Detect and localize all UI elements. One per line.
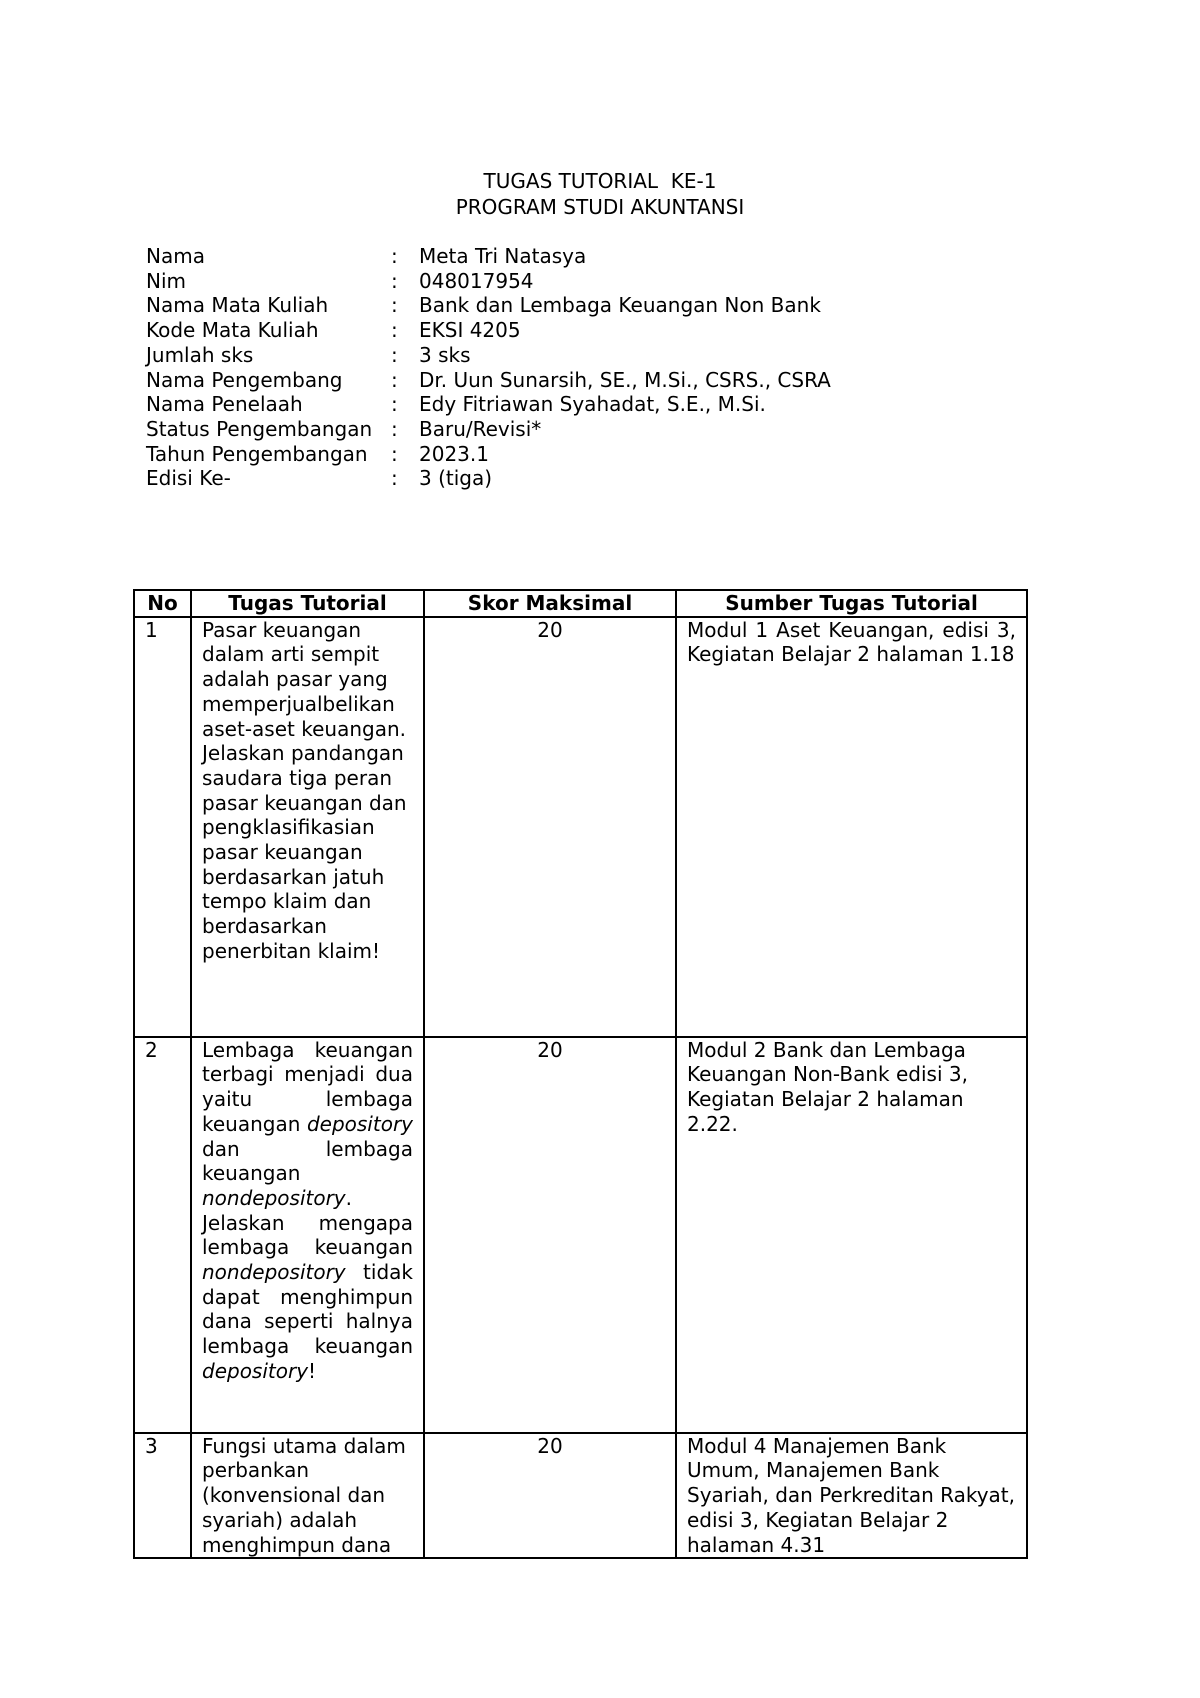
info-value: Meta Tri Natasya [419, 244, 587, 268]
info-label: Status Pengembangan [146, 416, 373, 441]
task-source: Modul 4 Manajemen Bank Umum, Manajemen Bank Syariah, dan Perkreditan Rakyat, edisi 3, Kegiatan Belajar 2 halaman 4.31 [676, 1433, 1027, 1559]
row-number: 2 [134, 1037, 191, 1433]
info-value: EKSI 4205 [419, 318, 521, 343]
info-value: Dr. Uun Sunarsih, SE., M.Si., CSRS., CSRA [419, 367, 831, 392]
info-value: 3 sks [419, 342, 471, 367]
task-text-italic: nondepository [202, 1185, 346, 1210]
table-row [134, 617, 1027, 1037]
info-row [146, 466, 831, 491]
table-header-row [134, 590, 1027, 617]
info-label: Tahun Pengembangan [146, 441, 368, 466]
info-row [146, 442, 831, 467]
info-value: 048017954 [419, 268, 534, 293]
info-separator: : [391, 268, 398, 293]
info-row [146, 269, 831, 294]
task-source: Modul 1 Aset Keuangan, edisi 3, Kegiatan Belajar 2 halaman 1.18 [676, 617, 1027, 1037]
task-text-part: . Jelaskan mengapa lembaga keuangan [202, 1185, 413, 1260]
info-row [146, 318, 831, 343]
table-row [134, 1433, 1027, 1559]
info-value: Edy Fitriawan Syahadat, S.E., M.Si. [419, 392, 766, 417]
info-label: Nama [146, 244, 205, 268]
task-text-part: tidak dapat menghimpun dana seperti halnya lembaga keuangan [202, 1260, 413, 1359]
max-score: 20 [424, 1037, 676, 1433]
header-score: Skor Maksimal [424, 590, 676, 617]
info-value: 2023.1 [419, 441, 489, 466]
info-row [146, 244, 831, 269]
title-line-2: PROGRAM STUDI AKUNTANSI [455, 195, 745, 219]
task-text-italic: depository [202, 1358, 309, 1383]
task-text-part: dan lembaga keuangan [202, 1136, 413, 1186]
info-label: Edisi Ke- [146, 466, 231, 491]
info-label: Nama Penelaah [146, 392, 303, 417]
task-text: Fungsi utama dalam perbankan (konvensional dan syariah) adalah menghimpun dana [191, 1433, 424, 1559]
row-number: 3 [134, 1433, 191, 1559]
row-number: 1 [134, 617, 191, 1037]
task-text-part: ! [308, 1358, 317, 1383]
identity-info [146, 244, 831, 491]
task-source: Modul 2 Bank dan Lembaga Keuangan Non-Bank edisi 3, Kegiatan Belajar 2 halaman 2.22. [676, 1037, 1027, 1433]
header-source: Sumber Tugas Tutorial [676, 590, 1027, 617]
info-label: Jumlah sks [146, 342, 254, 367]
info-label: Nama Pengembang [146, 367, 343, 392]
task-text-italic: depository [306, 1111, 413, 1136]
info-separator: : [391, 416, 398, 441]
task-text: Pasar keuangan dalam arti sempit adalah pasar yang memperjualbelikan aset-aset keuangan. Jelaskan pandangan saudara tiga peran pasar keuangan dan pengklasifikasian pasar keuangan berdasarkan jatuh tempo klaim dan berdasarkan penerbitan klaim! [191, 617, 424, 1037]
max-score: 20 [424, 1433, 676, 1559]
info-row [146, 392, 831, 417]
table-row [134, 1037, 1027, 1433]
info-separator: : [391, 318, 398, 343]
info-label: Nama Mata Kuliah [146, 293, 329, 318]
info-separator: : [391, 392, 398, 417]
document-title [0, 168, 1200, 220]
header-no: No [134, 590, 191, 617]
info-value: 3 (tiga) [419, 466, 493, 491]
info-separator: : [391, 441, 398, 466]
info-label: Nim [146, 268, 186, 293]
title-line-1: TUGAS TUTORIAL KE-1 [483, 169, 717, 193]
info-value: Bank dan Lembaga Keuangan Non Bank [419, 293, 821, 318]
info-separator: : [391, 342, 398, 367]
info-separator: : [391, 466, 398, 491]
max-score: 20 [424, 617, 676, 1037]
task-text [191, 1037, 424, 1433]
task-table [133, 589, 1028, 1559]
info-row [146, 293, 831, 318]
info-value: Baru/Revisi* [419, 416, 542, 441]
info-separator: : [391, 293, 398, 318]
task-text-part: Lembaga keuangan terbagi menjadi dua yaitu lembaga keuangan [202, 1037, 413, 1136]
info-separator: : [391, 367, 398, 392]
info-separator: : [391, 244, 398, 268]
task-text-italic: nondepository [202, 1260, 346, 1285]
header-task: Tugas Tutorial [191, 590, 424, 617]
info-row [146, 368, 831, 393]
info-row [146, 343, 831, 368]
info-row [146, 417, 831, 442]
info-label: Kode Mata Kuliah [146, 318, 319, 343]
